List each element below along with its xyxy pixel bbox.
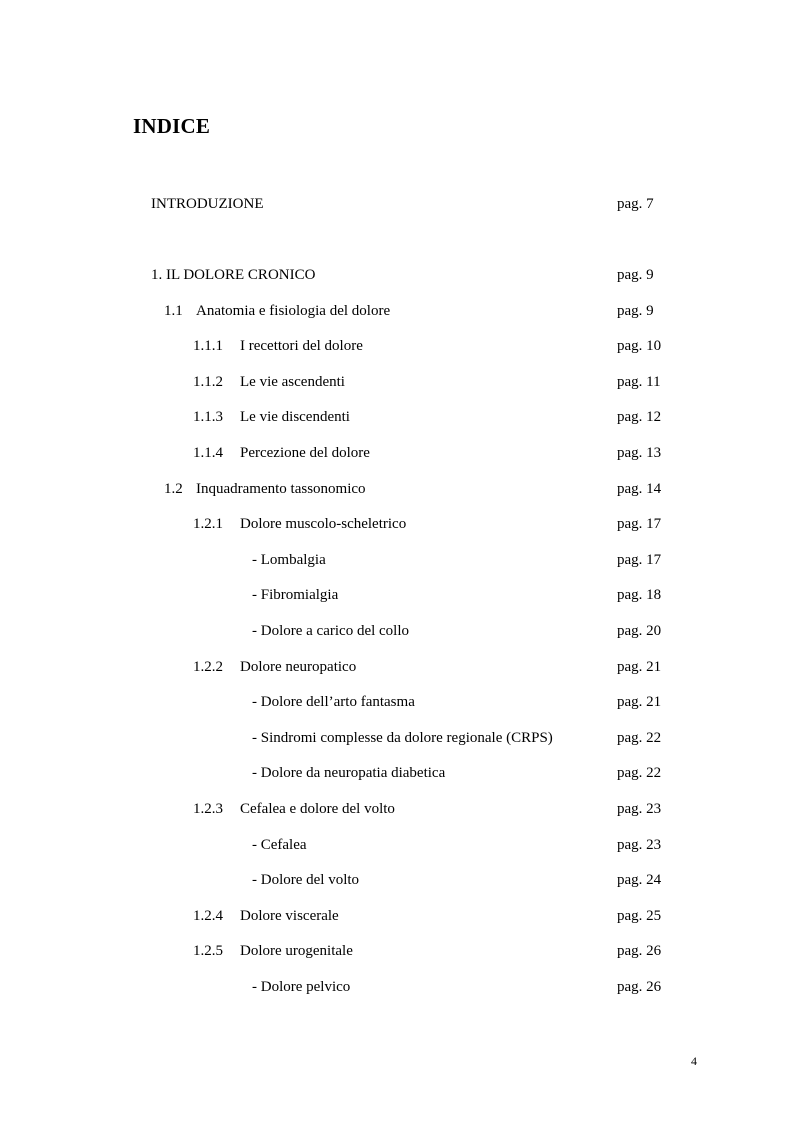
toc-entry-label: - Dolore da neuropatia diabetica — [252, 765, 446, 781]
toc-entry-label: Inquadramento tassonomico — [196, 481, 366, 497]
toc-entry-number: 1.2.4 — [193, 908, 223, 924]
toc-entry-1-2 — [0, 478, 793, 500]
toc-entry-page: pag. 21 — [617, 659, 662, 675]
toc-entry-label: Dolore neuropatico — [240, 659, 357, 675]
toc-entry-page: pag. 13 — [617, 445, 662, 461]
toc-entry-page: pag. 9 — [617, 303, 654, 319]
toc-entry-1-1-4 — [0, 442, 793, 464]
toc-entry-dolore-pelvico — [0, 976, 793, 998]
page-title: INDICE — [133, 114, 211, 138]
toc-entry-label: - Cefalea — [252, 837, 307, 853]
toc-entry-page: pag. 9 — [617, 267, 654, 283]
toc-entry-page: pag. 14 — [617, 481, 662, 497]
toc-entry-label: - Fibromialgia — [252, 587, 339, 603]
toc-entry-chapter-1 — [0, 264, 793, 286]
toc-entry-dolore-volto — [0, 869, 793, 891]
toc-entry-1-1-1 — [0, 335, 793, 357]
toc-entry-label: Percezione del dolore — [240, 445, 370, 461]
toc-entry-label: - Sindromi complesse da dolore regionale (CRPS) — [252, 730, 553, 746]
toc-entry-page: pag. 17 — [617, 516, 662, 532]
toc-entry-label: Le vie ascendenti — [240, 374, 345, 390]
toc-entry-label: INTRODUZIONE — [151, 196, 264, 212]
toc-entry-1-2-3 — [0, 798, 793, 820]
toc-entry-page: pag. 24 — [617, 872, 662, 888]
toc-entry-label: Dolore urogenitale — [240, 943, 353, 959]
toc-entry-number: 1.1.2 — [193, 374, 223, 390]
toc-entry-number: 1.2 — [164, 481, 183, 497]
toc-entry-page: pag. 18 — [617, 587, 662, 603]
toc-entry-number: 1.2.2 — [193, 659, 223, 675]
toc-entry-number: 1.1.4 — [193, 445, 223, 461]
toc-entry-label: - Lombalgia — [252, 552, 326, 568]
toc-entry-page: pag. 23 — [617, 801, 662, 817]
toc-entry-page: pag. 10 — [617, 338, 662, 354]
toc-entry-introduzione — [0, 193, 793, 215]
toc-entry-label: Dolore viscerale — [240, 908, 339, 924]
toc-entry-number: 1.1.1 — [193, 338, 223, 354]
toc-entry-number: 1.2.5 — [193, 943, 223, 959]
toc-entry-lombalgia — [0, 549, 793, 571]
toc-entry-1-2-4 — [0, 905, 793, 927]
toc-entry-collo — [0, 620, 793, 642]
toc-entry-cefalea — [0, 834, 793, 856]
toc-entry-page: pag. 23 — [617, 837, 662, 853]
toc-entry-page: pag. 22 — [617, 730, 662, 746]
toc-entry-1-2-1 — [0, 513, 793, 535]
toc-entry-crps — [0, 727, 793, 749]
toc-entry-page: pag. 21 — [617, 694, 662, 710]
toc-entry-1-1-2 — [0, 371, 793, 393]
toc-entry-page: pag. 26 — [617, 979, 662, 995]
toc-entry-fibromialgia — [0, 584, 793, 606]
toc-entry-page: pag. 7 — [617, 196, 654, 212]
toc-entry-number: 1.2.1 — [193, 516, 223, 532]
toc-entry-page: pag. 12 — [617, 409, 662, 425]
toc-entry-1-2-2 — [0, 656, 793, 678]
toc-entry-1-1-3 — [0, 406, 793, 428]
toc-entry-page: pag. 11 — [617, 374, 661, 390]
toc-entry-label: - Dolore pelvico — [252, 979, 351, 995]
toc-entry-label: - Dolore a carico del collo — [252, 623, 410, 639]
toc-entry-page: pag. 17 — [617, 552, 662, 568]
toc-entry-label: - Dolore dell’arto fantasma — [252, 694, 415, 710]
toc-entry-label: Dolore muscolo-scheletrico — [240, 516, 407, 532]
toc-entry-arto-fantasma — [0, 691, 793, 713]
toc-entry-label: I recettori del dolore — [240, 338, 363, 354]
toc-entry-number: 1.2.3 — [193, 801, 223, 817]
toc-entry-page: pag. 26 — [617, 943, 662, 959]
toc-entry-page: pag. 25 — [617, 908, 662, 924]
toc-entry-neuropatia-diabetica — [0, 762, 793, 784]
toc-entry-label: Anatomia e fisiologia del dolore — [196, 303, 391, 319]
toc-entry-page: pag. 20 — [617, 623, 662, 639]
toc-entry-label: Cefalea e dolore del volto — [240, 801, 395, 817]
page-number: 4 — [691, 1054, 697, 1068]
toc-entry-label: Le vie discendenti — [240, 409, 350, 425]
toc-entry-page: pag. 22 — [617, 765, 662, 781]
toc-entry-label: - Dolore del volto — [252, 872, 360, 888]
toc-entry-1-2-5 — [0, 940, 793, 962]
toc-entry-number: 1.1 — [164, 303, 183, 319]
toc-entry-1-1 — [0, 300, 793, 322]
toc-entry-label: 1. IL DOLORE CRONICO — [151, 267, 316, 283]
toc-entry-number: 1.1.3 — [193, 409, 223, 425]
